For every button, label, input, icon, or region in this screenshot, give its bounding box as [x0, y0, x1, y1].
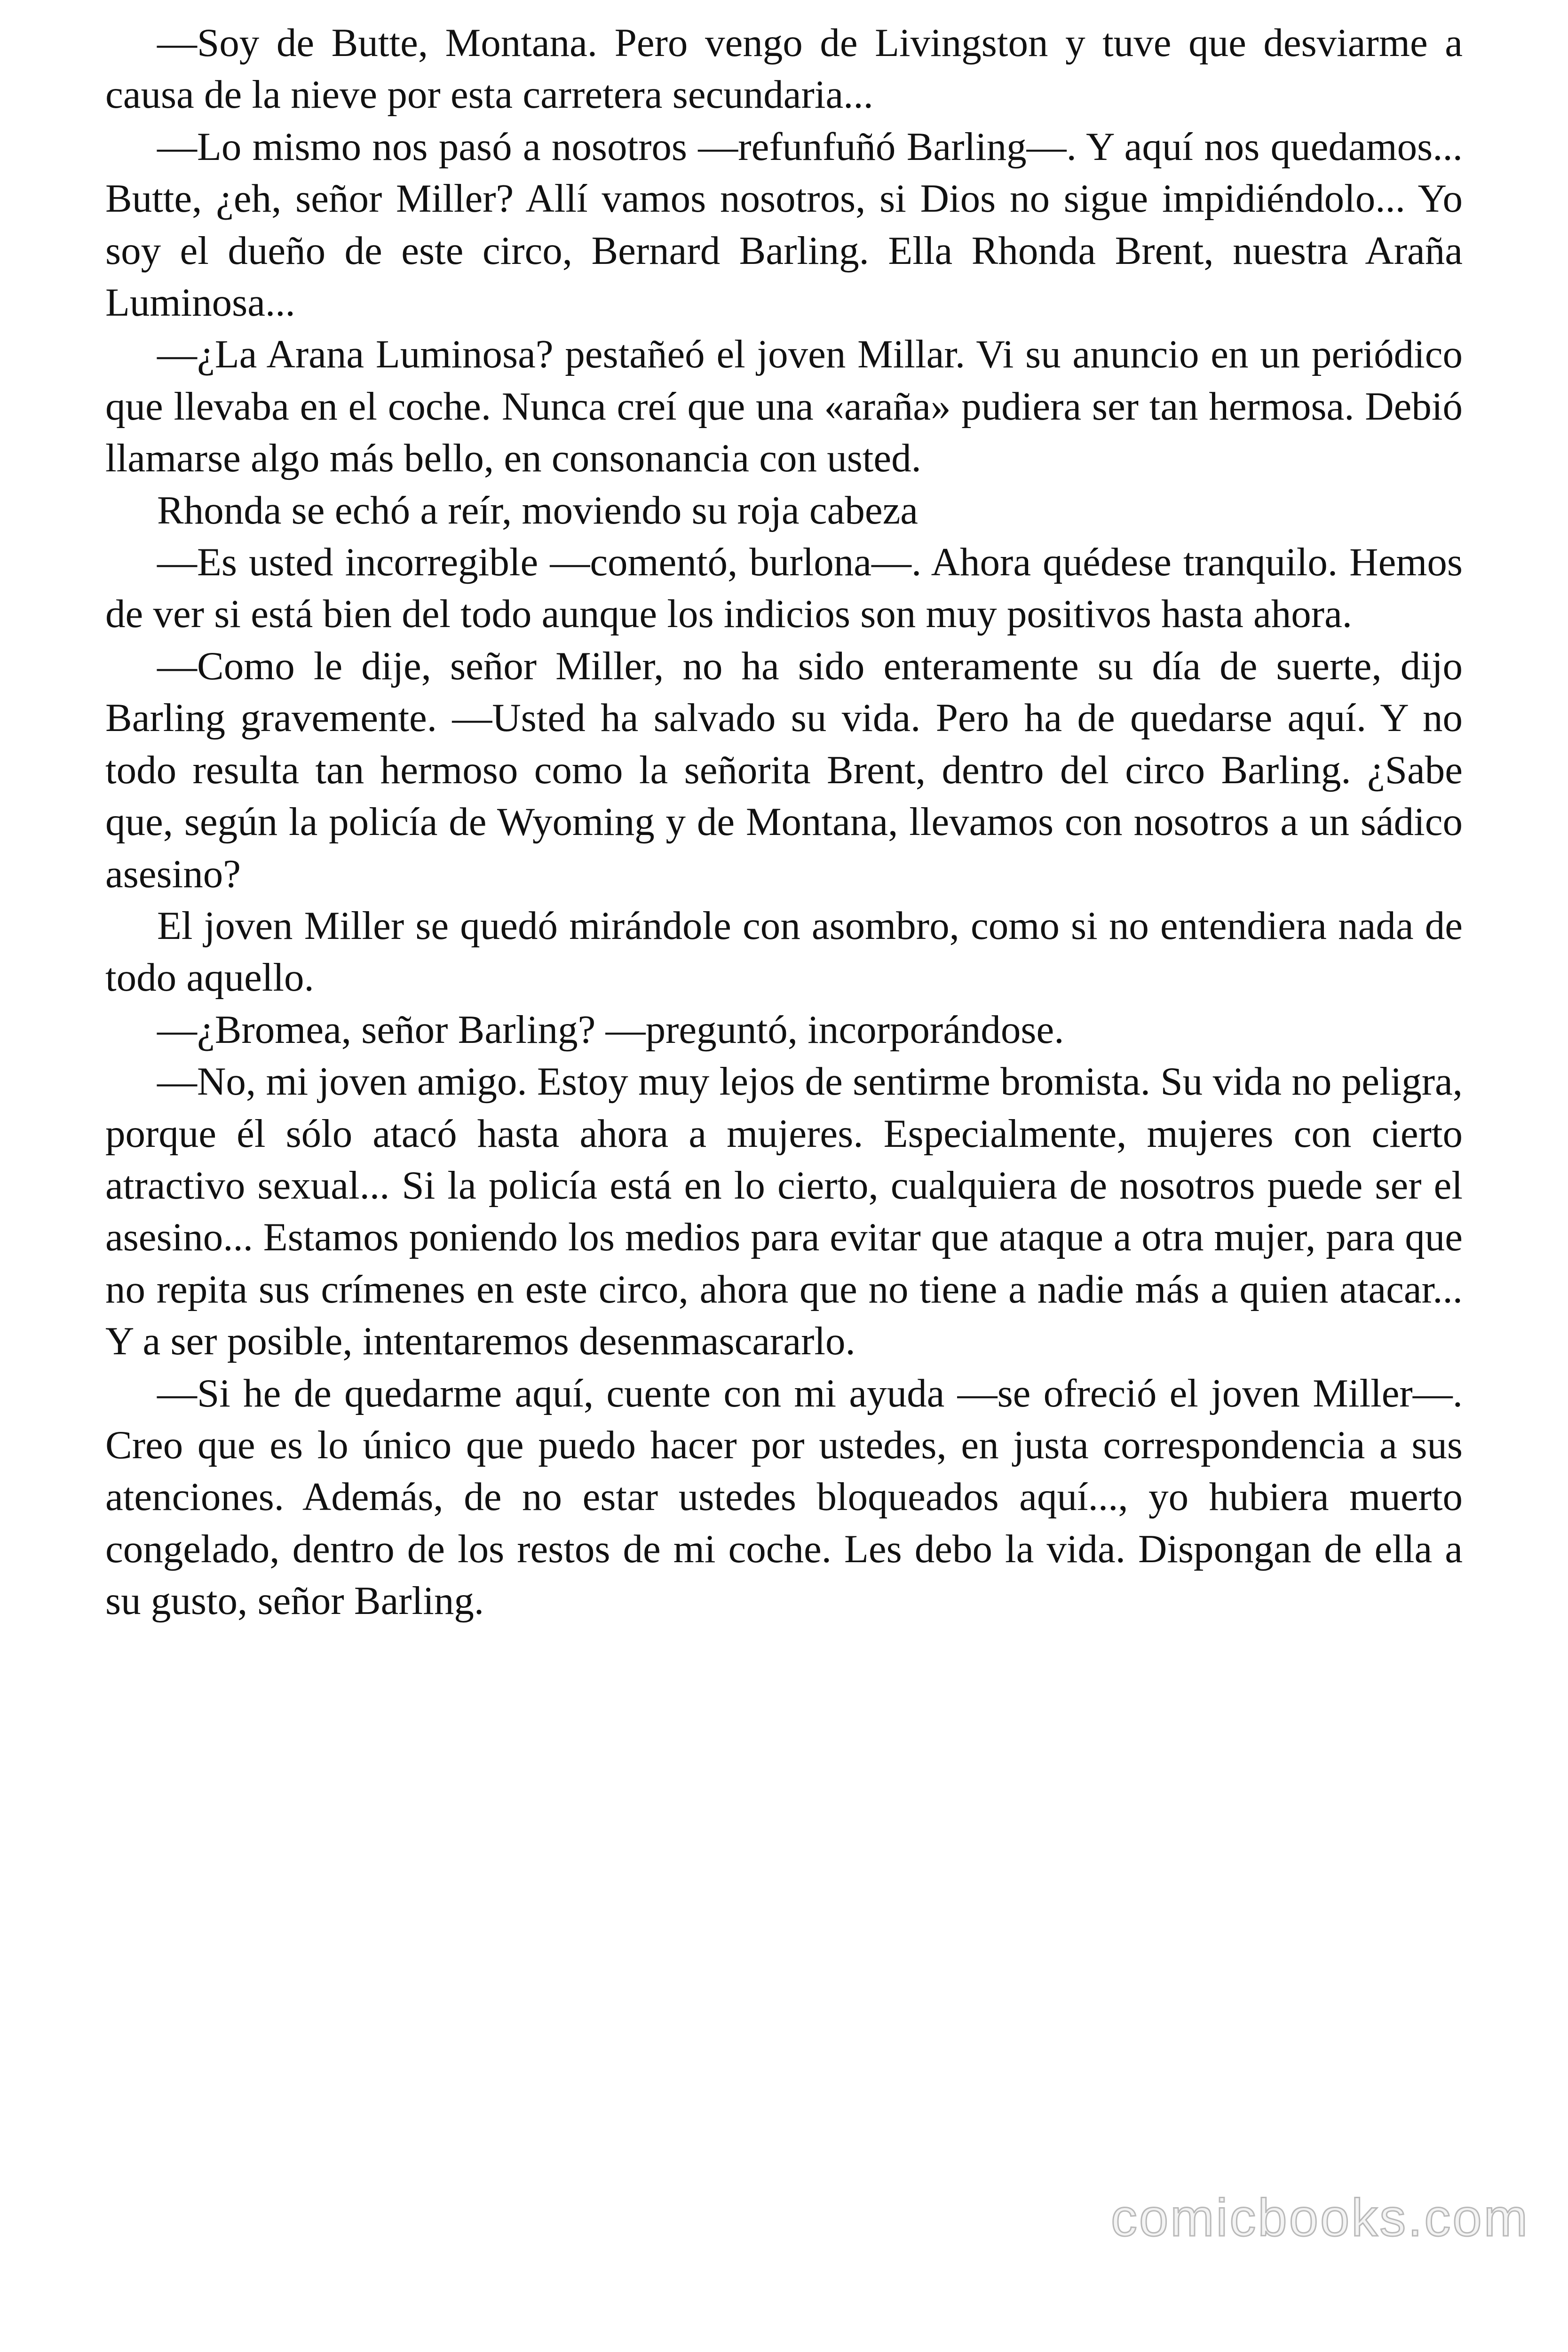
paragraph-6: —Como le dije, señor Miller, no ha sido enteramente su día de suerte, dijo Barling gravemente. —Usted ha salvado su vida. Pero ha de quedarse aquí. Y no todo resulta tan hermoso como la señorita Brent, dentro del circo Barling. ¿Sabe que, según la policía de Wyoming y de Montana, llevamos con nosotros a un sádico asesino? — [105, 644, 1463, 896]
paragraph-4: Rhonda se echó a reír, moviendo su roja cabeza — [157, 488, 919, 532]
watermark: comicbooks.com — [1110, 2188, 1529, 2247]
paragraph-7: El joven Miller se quedó mirándole con asombro, como si no entendiera nada de todo aquello. — [105, 903, 1463, 1000]
body-text — [105, 17, 1463, 1627]
paragraph-5: —Es usted incorregible —comentó, burlona—. Ahora quédese tranquilo. Hemos de ver si está bien del todo aunque los indicios son muy positivos hasta ahora. — [105, 540, 1463, 636]
paragraph-8: —¿Bromea, señor Barling? —preguntó, incorporándose. — [157, 1007, 1064, 1052]
paragraph-2: —Lo mismo nos pasó a nosotros —refunfuñó Barling—. Y aquí nos quedamos... Butte, ¿eh, señor Miller? Allí vamos nosotros, si Dios no sigue impidiéndolo... Yo soy el dueño de este circo, Bernard Barling. Ella Rhonda Brent, nuestra Araña Luminosa... — [105, 124, 1463, 325]
paragraph-10: —Si he de quedarme aquí, cuente con mi ayuda —se ofreció el joven Miller—. Creo que es lo único que puedo hacer por ustedes, en justa correspondencia a sus atenciones. Además, de no estar ustedes bloqueados aquí..., yo hubiera muerto congelado, dentro de los restos de mi coche. Les debo la vida. Dispongan de ella a su gusto, señor Barling. — [105, 1371, 1463, 1623]
paragraph-9: —No, mi joven amigo. Estoy muy lejos de sentirme bromista. Su vida no peligra, porque él sólo atacó hasta ahora a mujeres. Especialmente, mujeres con cierto atractivo sexual... Si la policía está en lo cierto, cualquiera de nosotros puede ser el asesino... Estamos poniendo los medios para evitar que ataque a otra mujer, para que no repita sus crímenes en este circo, ahora que no tiene a nadie más a quien atacar... Y a ser posible, intentaremos desenmascararlo. — [105, 1059, 1463, 1364]
paragraph-1: —Soy de Butte, Montana. Pero vengo de Livingston y tuve que desviarme a causa de la nieve por esta carretera secundaria... — [105, 21, 1463, 117]
paragraph-3: —¿La Arana Luminosa? pestañeó el joven Millar. Vi su anuncio en un periódico que llevaba en el coche. Nunca creí que una «araña» pudiera ser tan hermosa. Debió llamarse algo más bello, en consonancia con usted. — [105, 332, 1463, 481]
